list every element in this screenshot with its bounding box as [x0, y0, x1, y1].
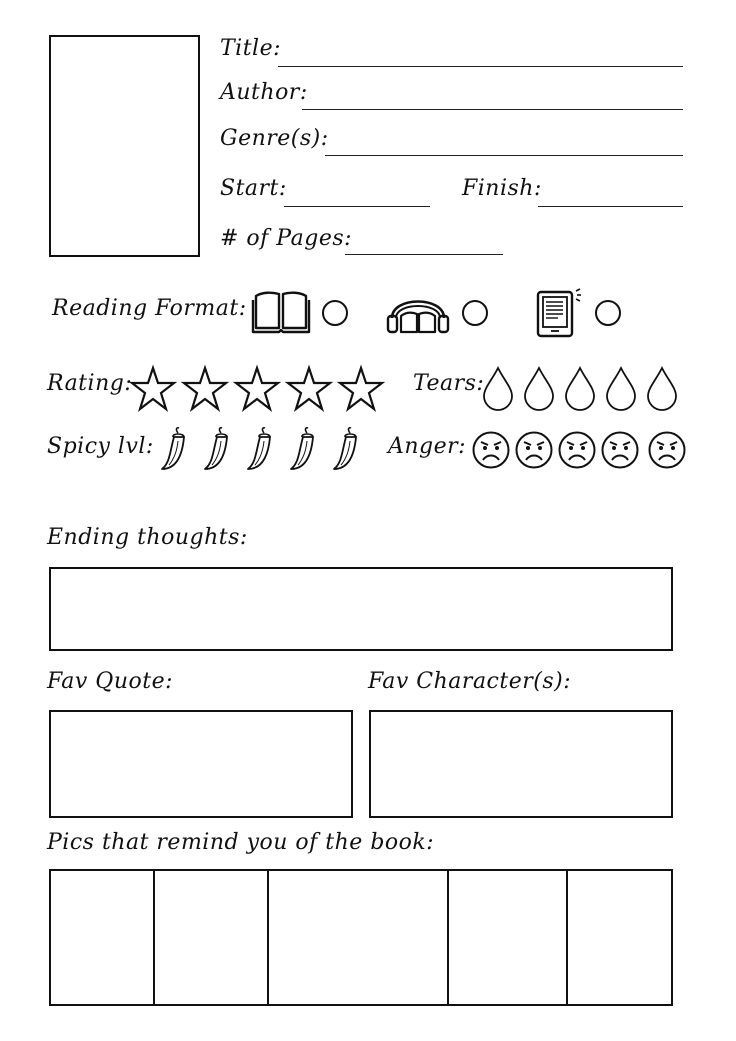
headphones-audiobook-icon — [386, 288, 450, 336]
author-label: Author: — [220, 80, 308, 105]
angry-face-icon — [650, 433, 685, 468]
star-icon — [184, 368, 226, 409]
genres-label: Genre(s): — [220, 126, 329, 151]
tears-label: Tears: — [413, 371, 485, 396]
chili-pepper-icon — [205, 428, 227, 469]
star-icon — [132, 368, 174, 409]
title-label: Title: — [220, 36, 282, 61]
start-label: Start: — [220, 176, 287, 201]
ending-thoughts-label: Ending thoughts: — [47, 525, 248, 550]
format-book-radio[interactable] — [322, 300, 348, 326]
chili-pepper-icon — [248, 428, 270, 469]
spicy-peppers[interactable] — [160, 427, 370, 473]
chili-pepper-icon — [162, 428, 184, 469]
book-icon — [252, 290, 310, 334]
anger-label: Anger: — [388, 434, 467, 459]
pic-slot[interactable] — [568, 871, 671, 1004]
angry-face-icon — [603, 433, 638, 468]
fav-quote-box[interactable] — [49, 710, 353, 818]
ending-thoughts-box[interactable] — [49, 567, 673, 651]
pics-grid — [49, 869, 673, 1006]
pages-label: # of Pages: — [220, 226, 353, 251]
angry-face-icon — [560, 433, 595, 468]
pages-field[interactable] — [345, 254, 503, 255]
fav-characters-box[interactable] — [369, 710, 673, 818]
format-audiobook-radio[interactable] — [462, 300, 488, 326]
chili-pepper-icon — [291, 428, 313, 469]
finish-field[interactable] — [538, 206, 683, 207]
reading-format-label: Reading Format: — [52, 296, 247, 321]
pic-slot[interactable] — [449, 871, 568, 1004]
title-field[interactable] — [278, 66, 683, 67]
rating-stars[interactable] — [131, 365, 383, 413]
star-icon — [288, 368, 330, 409]
fav-characters-label: Fav Character(s): — [368, 669, 572, 694]
teardrop-icon — [525, 368, 553, 410]
start-field[interactable] — [284, 206, 430, 207]
ereader-icon — [536, 288, 582, 338]
star-icon — [236, 368, 278, 409]
tears-drops[interactable] — [482, 366, 678, 412]
teardrop-icon — [566, 368, 594, 410]
pic-slot[interactable] — [155, 871, 269, 1004]
rating-label: Rating: — [47, 371, 133, 396]
genres-field[interactable] — [325, 155, 683, 156]
chili-pepper-icon — [334, 428, 356, 469]
pic-slot[interactable] — [269, 871, 449, 1004]
teardrop-icon — [484, 368, 512, 410]
angry-face-icon — [474, 433, 509, 468]
book-cover-box[interactable] — [49, 35, 200, 257]
finish-label: Finish: — [462, 176, 542, 201]
spicy-level-label: Spicy lvl: — [47, 434, 154, 459]
star-icon — [340, 368, 382, 409]
anger-faces[interactable] — [472, 430, 690, 472]
author-field[interactable] — [302, 109, 683, 110]
teardrop-icon — [648, 368, 676, 410]
pics-label: Pics that remind you of the book: — [47, 830, 435, 855]
teardrop-icon — [607, 368, 635, 410]
pic-slot[interactable] — [51, 871, 155, 1004]
angry-face-icon — [517, 433, 552, 468]
fav-quote-label: Fav Quote: — [47, 669, 174, 694]
format-ereader-radio[interactable] — [595, 300, 621, 326]
